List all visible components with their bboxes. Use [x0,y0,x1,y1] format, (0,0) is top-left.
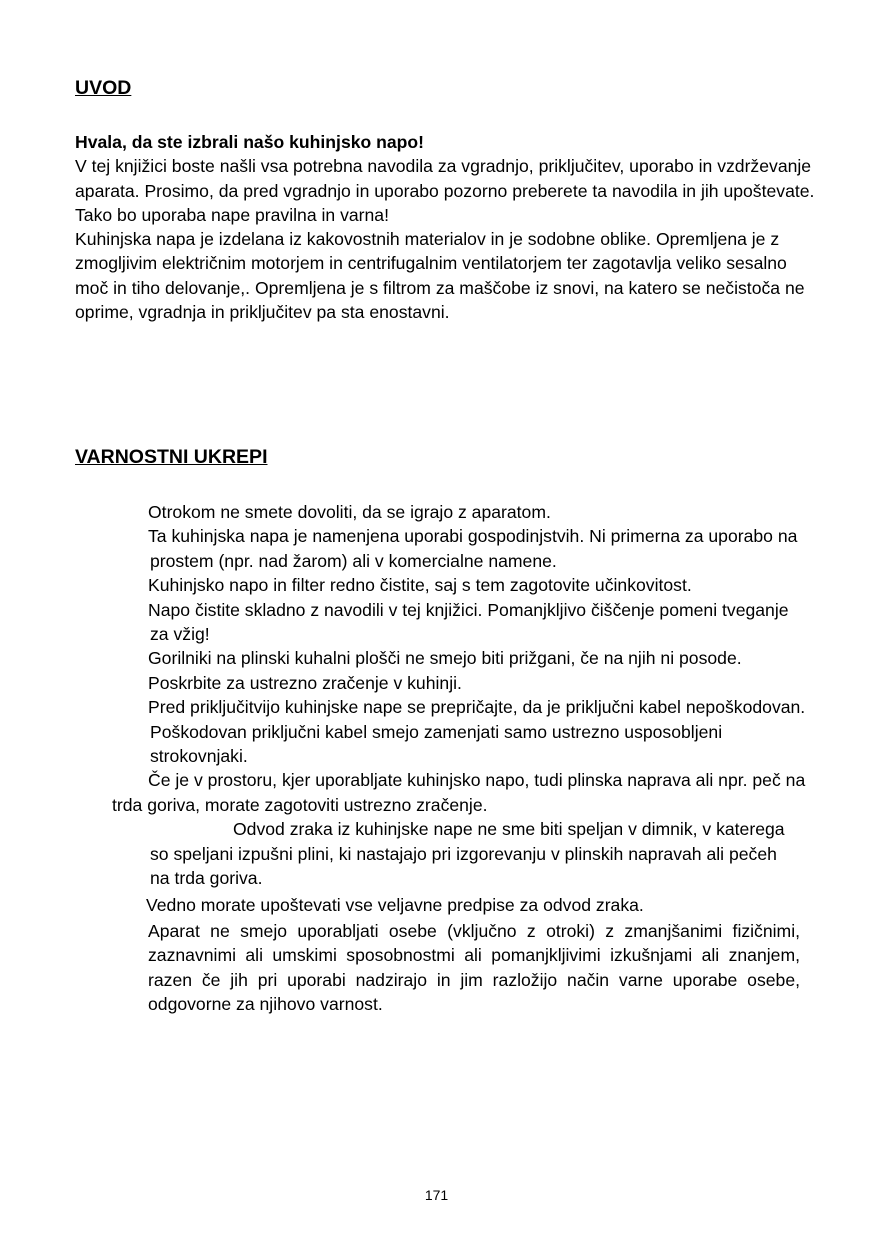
safety-item: Aparat ne smejo uporabljati osebe (vključno z otroki) z zmanjšanimi fizičnimi, zaznavnimi ali umskimi sposobnostmi ali pomanjkljivimi izkušnjami ali znanjem, razen če jih pri uporabi nadzirajo in jim razložijo način varne uporabe osebe, odgovorne za njihovo varnost. [148,920,800,1015]
section-heading-intro: UVOD [75,77,132,99]
safety-list [0,500,873,1017]
intro-paragraph: Kuhinjska napa je izdelana iz kakovostnih materialov in je sodobne oblike. Opremljena je z zmogljivim električnim motorjem in centrifugalnim ventilatorjem ter zagotavlja veliko sesalno moč in tiho delovanje,. Opremljena je s filtrom za maščobe iz snovi, na katero se nečistoča ne oprime, vgradnja in priključitev pa sta enostavni. [75,229,805,323]
safety-item: Napo čistite skladno z navodili v tej knjižici. Pomanjkljivo čiščenje pomeni tveganje za vžig! [148,599,789,645]
safety-item: Odvod zraka iz kuhinjske nape ne sme biti speljan v dimnik, v katerega so speljani izpušni plini, ki nastajajo pri izgorevanju v plinskih napravah ali pečeh na trda goriva. [150,819,785,889]
intro-lead: Hvala, da ste izbrali našo kuhinjsko napo! [75,132,425,152]
page-number: 171 [424,1187,449,1203]
safety-item: Kuhinjsko napo in filter redno čistite, saj s tem zagotovite učinkovitost. [148,575,692,596]
safety-item: Vedno morate upoštevati vse veljavne predpise za odvod zraka. [146,894,644,915]
safety-item: Ta kuhinjska napa je namenjena uporabi gospodinjstvih. Ni primerna za uporabo na prostem (npr. nad žarom) ali v komercialne namene. [148,526,798,571]
safety-item: Poskrbite za ustrezno zračenje v kuhinji. [148,672,462,693]
safety-item: Če je v prostoru, kjer uporabljate kuhinjsko napo, tudi plinska naprava ali npr. peč na trda goriva, morate zagotoviti ustrezno zračenje. [112,770,806,815]
safety-item: Otrokom ne smete dovoliti, da se igrajo z aparatom. [148,502,551,522]
safety-item: Pred priključitvijo kuhinjske nape se prepričajte, da je priključni kabel nepoškodovan. Poškodovan priključni kabel smejo zamenjati samo ustrezno usposobljeni strokovnjaki. [148,697,806,767]
intro-section [75,130,815,324]
safety-item: Gorilniki na plinski kuhalni plošči ne smejo biti prižgani, če na njih ni posode. [148,648,742,669]
intro-paragraph: V tej knjižici boste našli vsa potrebna navodila za vgradnjo, priključitev, uporabo in vzdrževanje aparata. Prosimo, da pred vgradnjo in uporabo pozorno preberete ta navodila in jih upoštevate. Tako bo uporaba nape pravilna in varna! [75,156,815,225]
section-heading-safety: VARNOSTNI UKREPI [75,446,268,468]
